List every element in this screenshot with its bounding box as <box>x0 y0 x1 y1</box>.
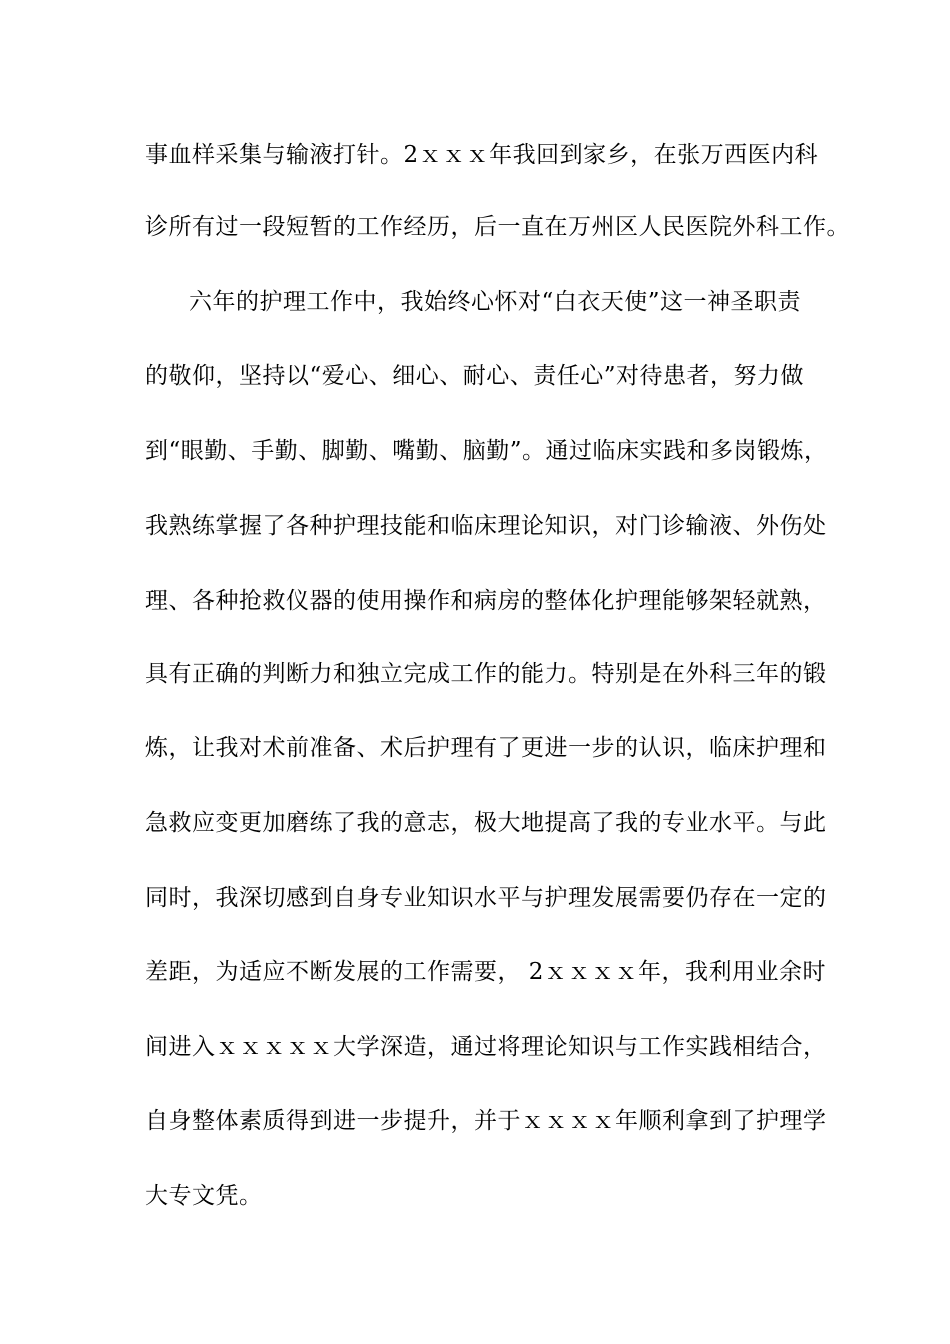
text-line: 差距，为适应不断发展的工作需要， 2ｘｘｘｘ年，我利用业余时 <box>145 959 826 985</box>
text-line: 具有正确的判断力和独立完成工作的能力。特别是在外科三年的锻 <box>145 661 827 687</box>
text-line: 同时，我深切感到自身专业知识水平与护理发展需要仍存在一定的 <box>145 885 827 911</box>
text-line: 诊所有过一段短暂的工作经历，后一直在万州区人民医院外科工作。 <box>145 214 850 240</box>
text-line: 的敬仰，坚持以“爱心、细心、耐心、责任心”对待患者，努力做 <box>145 363 805 389</box>
text-line: 我熟练掌握了各种护理技能和临床理论知识，对门诊输液、外伤处 <box>145 513 827 539</box>
text-line: 自身整体素质得到进一步提升，并于ｘｘｘｘ年顺利拿到了护理学 <box>145 1108 827 1134</box>
paragraph-first-line: 六年的护理工作中，我始终心怀对“白衣天使”这一神圣职责 <box>189 289 802 315</box>
text-line: 到“眼勤、手勤、脚勤、嘴勤、脑勤”。通过临床实践和多岗锻炼， <box>145 438 828 464</box>
text-line: 间进入ｘｘｘｘｘ大学深造，通过将理论知识与工作实践相结合， <box>145 1034 827 1060</box>
text-line: 炼，让我对术前准备、术后护理有了更进一步的认识，临床护理和 <box>145 735 827 761</box>
text-line: 急救应变更加磨练了我的意志，极大地提高了我的专业水平。与此 <box>145 810 827 836</box>
text-line: 理、各种抢救仪器的使用操作和病房的整体化护理能够架轻就熟， <box>145 588 827 614</box>
text-line: 大专文凭。 <box>145 1183 263 1209</box>
text-line: 事血样采集与输液打针。2ｘｘｘ年我回到家乡，在张万西医内科 <box>145 142 819 168</box>
